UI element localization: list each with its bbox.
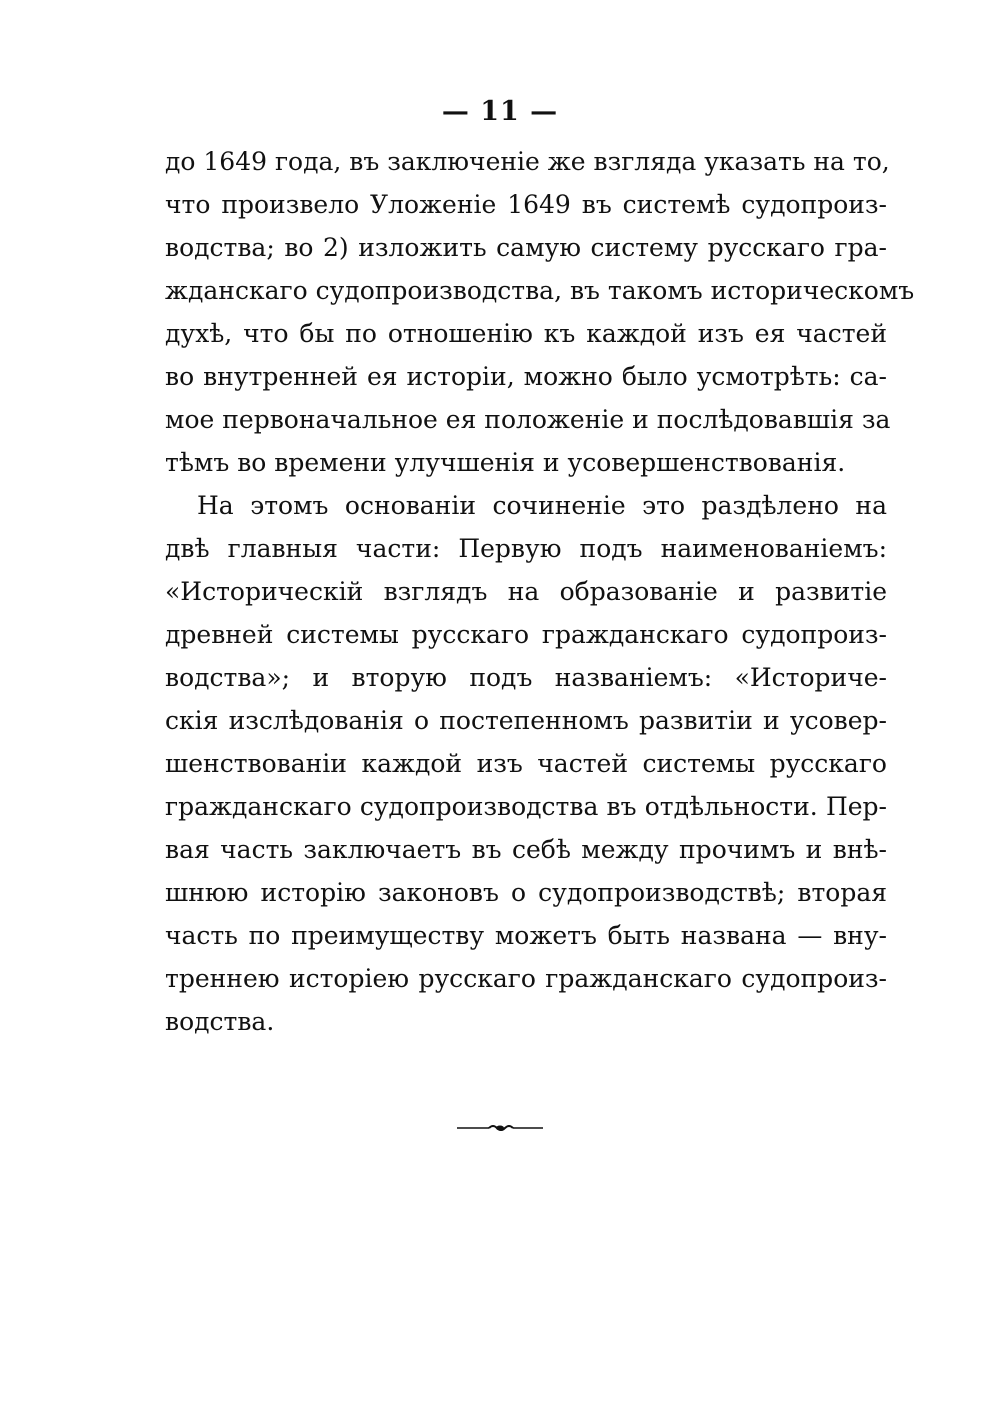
paragraph-2-line-11: часть по преимуществу можетъ быть названа — вну- (165, 921, 887, 950)
body-text (165, 140, 915, 1043)
paragraph-2-line-5: водства»; и вторую подъ названіемъ: «Историче- (165, 663, 887, 692)
paragraph-2-line-10: шнюю исторію законовъ о судопроизводствѣ; вторая (165, 878, 887, 907)
page-number: — 11 — (441, 96, 559, 127)
divider-flourish-icon (455, 1120, 545, 1136)
paragraph-2-line-1: На этомъ основаніи сочиненіе это раздѣлено на (197, 491, 887, 520)
paragraph-1-line-1: до 1649 года, въ заключеніе же взгляда указать на то, (165, 147, 890, 176)
end-ornament (0, 1120, 1000, 1136)
paragraph-2-line-6: скія изслѣдованія о постепенномъ развитіи и усовер- (165, 706, 887, 735)
paragraph-2-line-8: гражданскаго судопроизводства въ отдѣльности. Пер- (165, 792, 887, 821)
paragraph-2-line-3: «Историческій взглядъ на образованіе и развитіе (165, 577, 887, 606)
paragraph-1-line-6: во внутренней ея исторіи, можно было усмотрѣть: са- (165, 362, 887, 391)
paragraph-1-line-2: что произвело Уложеніе 1649 въ системѣ судопроиз- (165, 190, 887, 219)
paragraph-2-line-9: вая часть заключаетъ въ себѣ между прочимъ и внѣ- (165, 835, 887, 864)
paragraph-1-line-8: тѣмъ во времени улучшенія и усовершенствованія. (165, 448, 846, 477)
paragraph-2-line-4: древней системы русскаго гражданскаго судопроиз- (165, 620, 887, 649)
paragraph-2-line-2: двѣ главныя части: Первую подъ наименованіемъ: (165, 534, 887, 563)
paragraph-2-line-12: треннею исторіею русскаго гражданскаго судопроиз- (165, 964, 887, 993)
paragraph-1-line-5: духѣ, что бы по отношенію къ каждой изъ ея частей (165, 319, 887, 348)
paragraph-1-line-3: водства; во 2) изложить самую систему русскаго гра- (165, 233, 887, 262)
paragraph-1-line-4: жданскаго судопроизводства, въ такомъ историческомъ (165, 276, 915, 305)
paragraph-2-line-13: водства. (165, 1007, 275, 1036)
paragraph-2-line-7: шенствованіи каждой изъ частей системы русскаго (165, 749, 887, 778)
paragraph-1-line-7: мое первоначальное ея положеніе и послѣдовавшія за (165, 405, 891, 434)
